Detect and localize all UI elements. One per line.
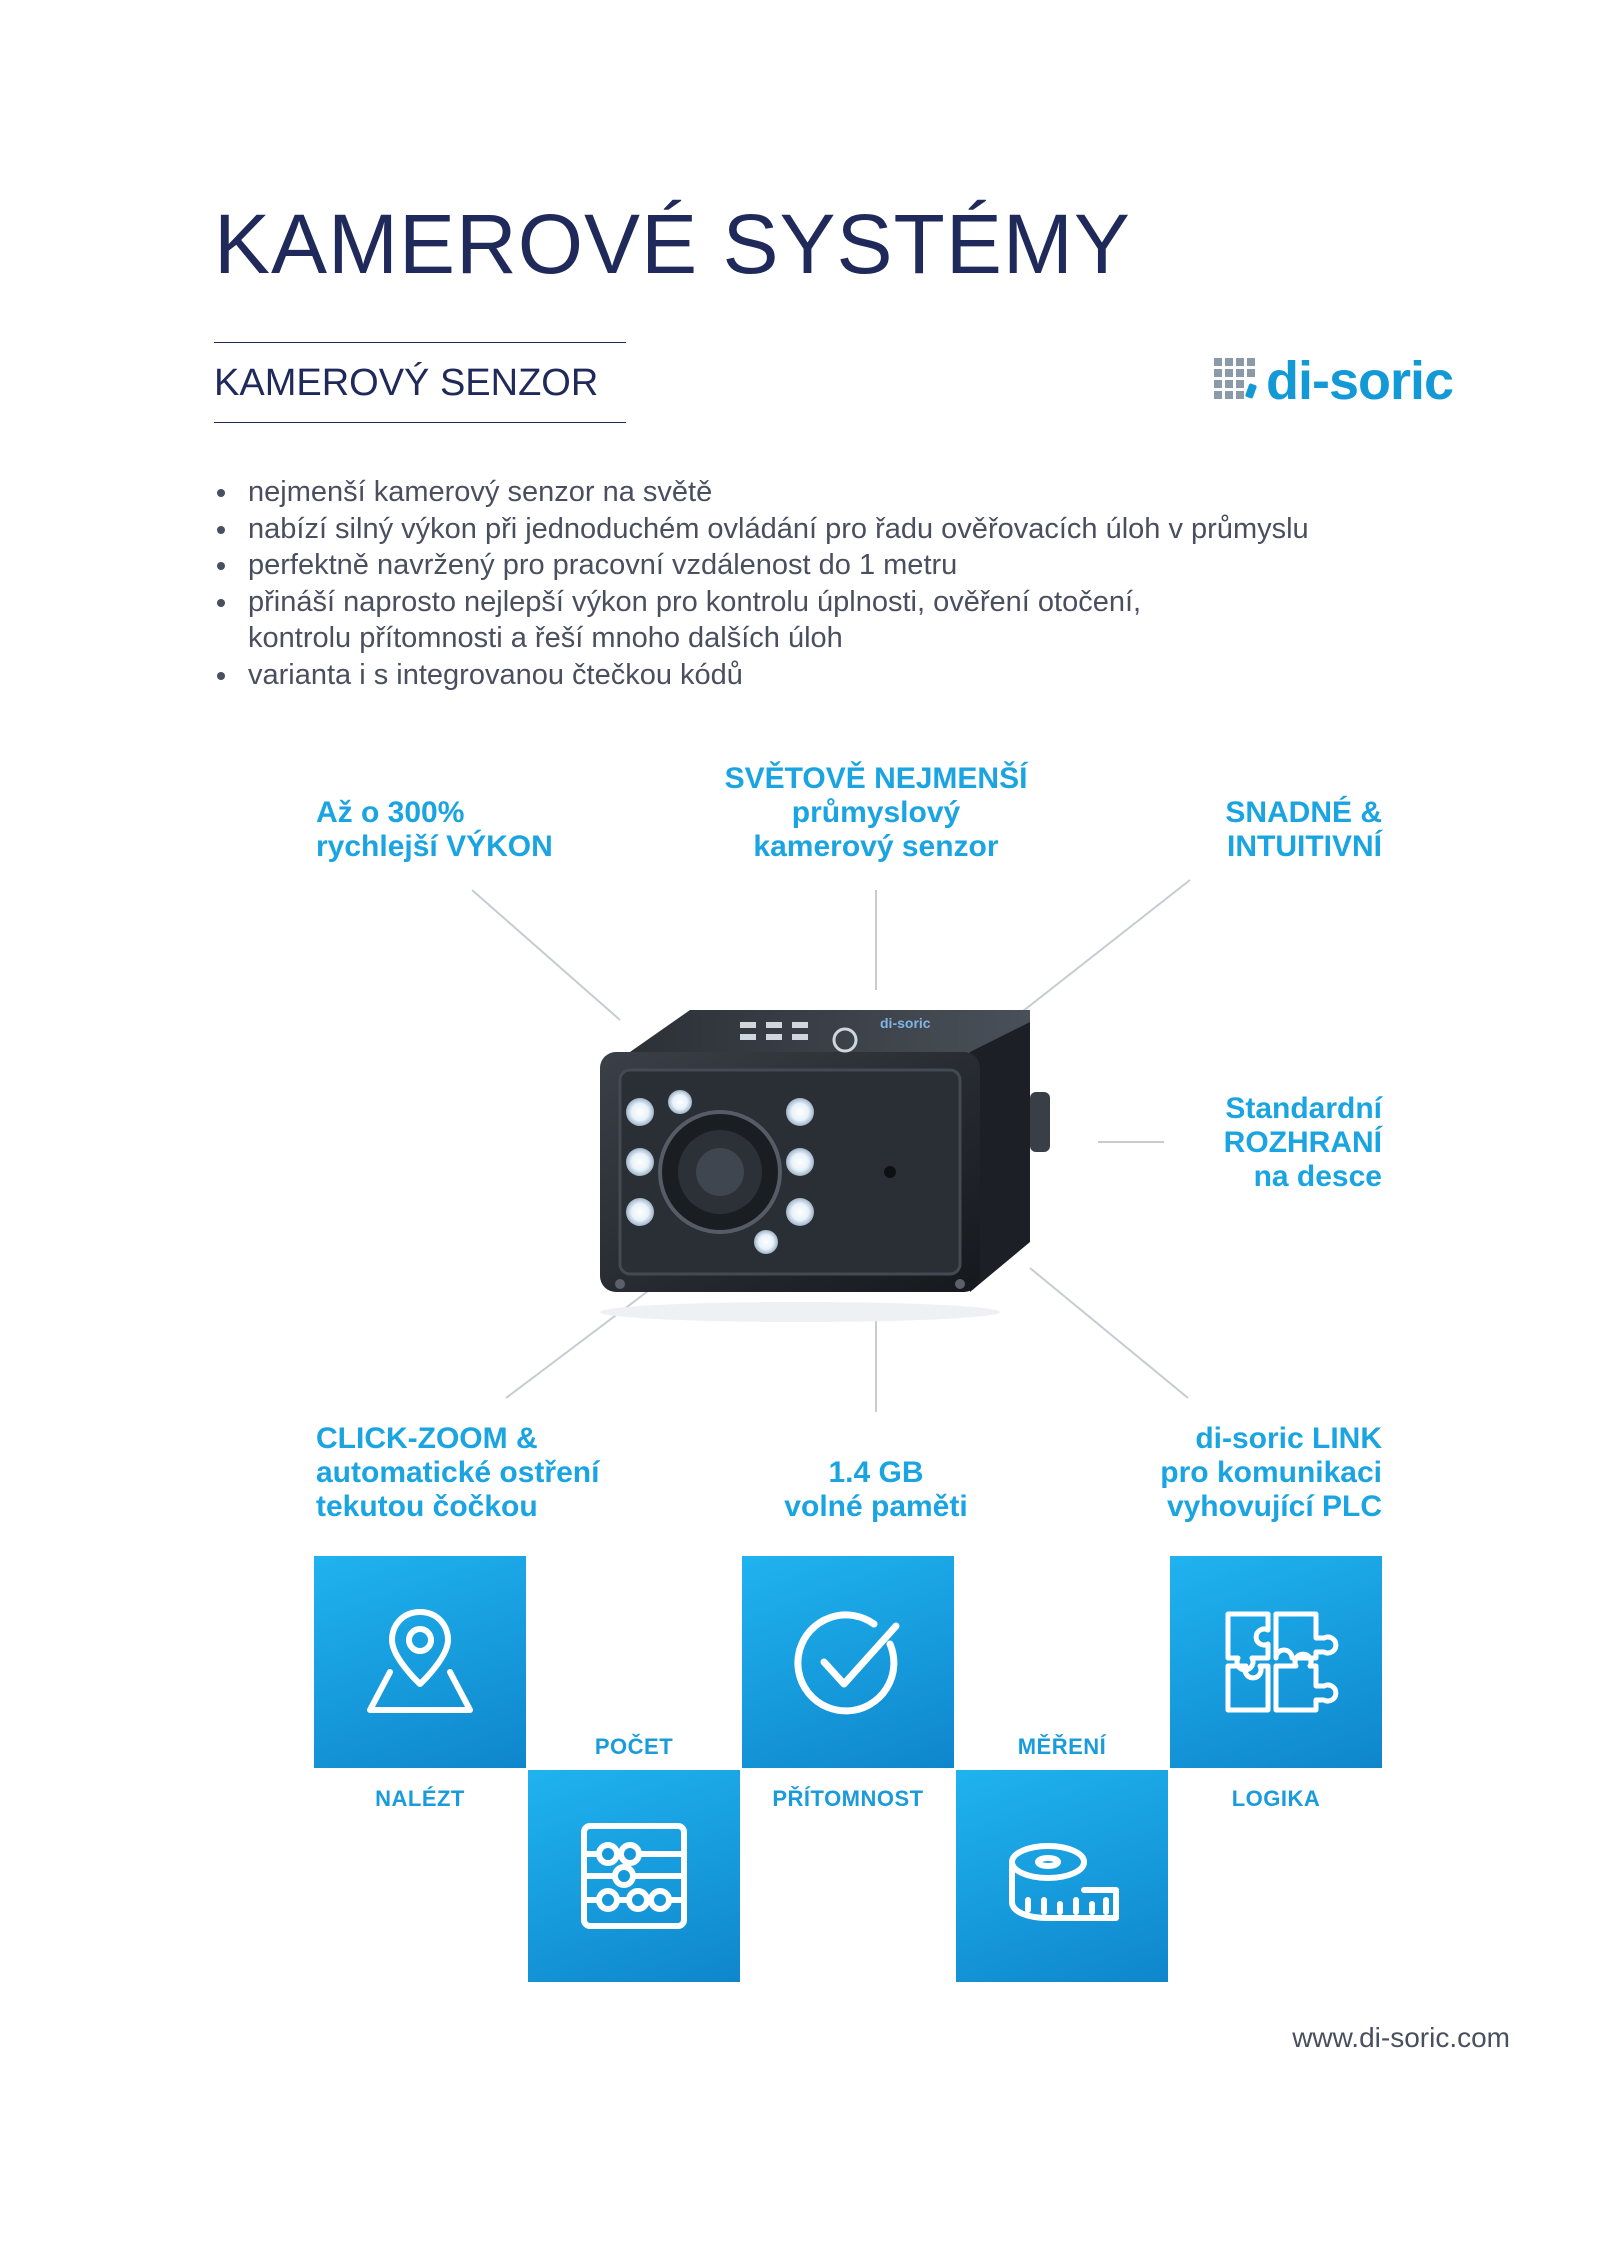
tile-label-count: POČET [594,1734,674,1759]
list-item: varianta i s integrovanou čtečkou kódů [214,657,1414,694]
list-item: perfektně navržený pro pracovní vzdálenost do 1 metru [214,547,1414,584]
callout-memory: 1.4 GB volné paměti [784,1456,968,1523]
tile-logic [1170,1556,1382,1768]
list-item: nabízí silný výkon při jednoduchém ovládání pro řadu ověřovacích úloh v průmyslu [214,511,1414,548]
callout-performance: Až o 300% rychlejší VÝKON [316,796,553,863]
puzzle-icon [1206,1592,1346,1732]
map-pin-icon [350,1592,490,1732]
list-item: nejmenší kamerový senzor na světě [214,474,1414,511]
camera-sensor-image [590,992,1050,1332]
page-subtitle: KAMEROVÝ SENZOR [214,362,599,404]
page-title: KAMEROVÉ SYSTÉMY [214,197,1131,291]
tile-find [314,1556,526,1768]
svg-text:di-soric: di-soric [880,1015,931,1031]
tape-measure-icon [992,1806,1132,1946]
callout-smallest: SVĚTOVĚ NEJMENŠÍ průmyslový kamerový senzor [724,762,1028,863]
tile-measure [956,1770,1168,1982]
abacus-icon [564,1806,704,1946]
callout-interface: Standardní ROZHRANÍ na desce [1223,1092,1382,1193]
list-item-continuation: kontrolu přítomnosti a řeší mnoho dalších úloh [248,622,843,654]
tile-label-logic: LOGIKA [1231,1786,1321,1811]
callout-intuitive: SNADNÉ & INTUITIVNÍ [1225,796,1382,863]
tile-presence [742,1556,954,1768]
tile-label-measure: MĚŘENÍ [1017,1734,1107,1759]
callout-link: di-soric LINK pro komunikaci vyhovující PLC [1160,1422,1382,1523]
tile-count [528,1770,740,1982]
list-item: přináší naprosto nejlepší výkon pro kontrolu úplnosti, ověření otočení, [214,584,1414,621]
website-url[interactable]: www.di-soric.com [1292,2022,1510,2053]
tile-label-find: NALÉZT [375,1786,465,1811]
tile-label-presence: PŘÍTOMNOST [772,1786,924,1811]
callout-click-zoom: CLICK-ZOOM & automatické ostření tekutou čočkou [316,1422,600,1523]
check-circle-icon [778,1592,918,1732]
logo-text: di-soric [1266,351,1454,411]
